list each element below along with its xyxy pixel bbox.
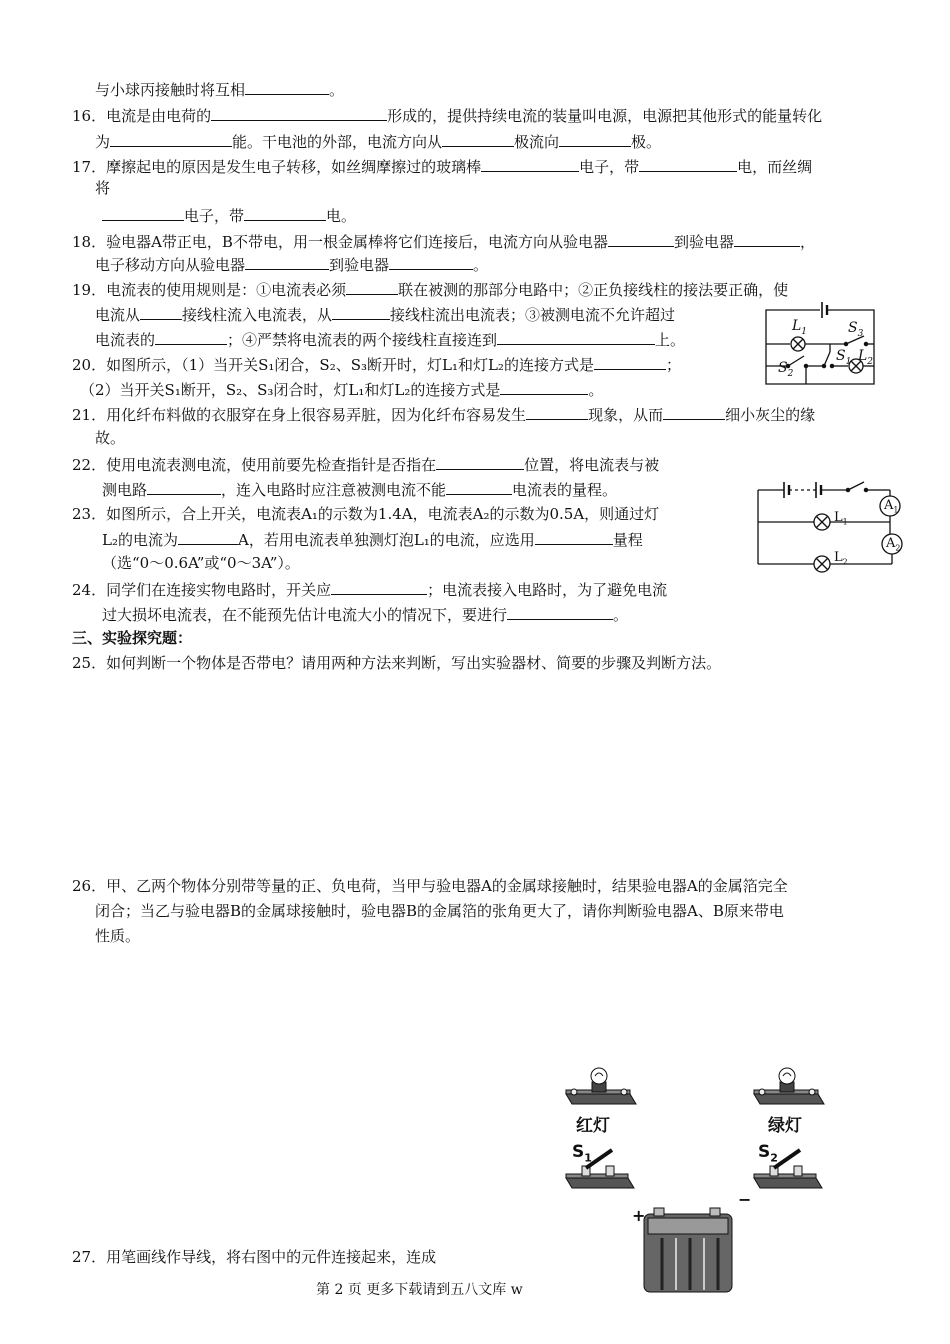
q17-text-b: 电子，带 xyxy=(579,158,640,176)
q23-text-d: 量程 xyxy=(612,531,643,549)
q16-line-2 xyxy=(95,130,661,152)
q23-text-a: 23．如图所示，合上开关，电流表A₁的示数为1.4A，电流表A₂的示数为0.5A，则通过灯 xyxy=(72,505,660,523)
q24-text-d: 。 xyxy=(613,606,629,624)
q18-line-2 xyxy=(95,253,488,275)
q23-line-2 xyxy=(102,528,643,550)
fig27-s1: S xyxy=(572,1142,585,1162)
q16-blank-1[interactable] xyxy=(211,104,387,121)
q20-text-d: 。 xyxy=(588,381,604,399)
green-lamp-label: 绿灯 xyxy=(768,1116,802,1136)
fig23-l2: L xyxy=(834,550,843,565)
fig23-l1: L xyxy=(834,510,843,525)
q23-blank-1[interactable] xyxy=(178,528,238,545)
q16-blank-4[interactable] xyxy=(559,130,631,147)
q21-text-b: 现象，从而 xyxy=(588,406,664,424)
q19-blank-3[interactable] xyxy=(332,303,390,320)
q26-line-2: 闭合；当乙与验电器B的金属球接触时，验电器B的金属箔的张角更大了，请你判断验电器A、B原来带电 xyxy=(95,902,784,920)
fig20-l1-sub: 1 xyxy=(801,326,808,337)
q18-blank-4[interactable] xyxy=(389,253,473,270)
q16-blank-2[interactable] xyxy=(110,130,232,147)
q19-text-c: 电流从 xyxy=(95,306,141,324)
q17-line-1 xyxy=(72,155,812,177)
q21-line-1 xyxy=(72,403,815,425)
q23-blank-2[interactable] xyxy=(535,528,613,545)
q16-text-e: 极流向 xyxy=(514,133,560,151)
q22-text-b: 位置，将电流表与被 xyxy=(524,456,660,474)
q24-line-2 xyxy=(102,603,628,625)
fig20-s2-sub: 2 xyxy=(787,368,794,379)
q17-text-a: 17．摩擦起电的原因是发生电子转移，如丝绸摩擦过的玻璃棒 xyxy=(72,158,482,176)
fig23-label-l1 xyxy=(834,508,848,533)
q20-line-2 xyxy=(80,378,603,400)
page-footer: 第 2 页 更多下载请到五八文库 w xyxy=(316,1282,523,1298)
q17-blank-1[interactable] xyxy=(481,155,579,172)
q19-line-1 xyxy=(72,278,788,300)
q24-blank-2[interactable] xyxy=(507,603,613,620)
fig23-l1-sub: 1 xyxy=(842,517,848,527)
q16-blank-3[interactable] xyxy=(442,130,514,147)
q22-blank-1[interactable] xyxy=(436,453,524,470)
q18-blank-3[interactable] xyxy=(245,253,329,270)
q16-text-d: 能。干电池的外部，电流方向从 xyxy=(232,133,443,151)
fig23-label-a2 xyxy=(886,534,900,559)
q17-text-d: 将 xyxy=(95,179,111,197)
q19-text-h: 上。 xyxy=(655,331,686,349)
q15-end: 。 xyxy=(329,81,345,99)
q23-text-b: L₂的电流为 xyxy=(102,531,178,549)
q19-text-b: 联在被测的那部分电路中；②正负接线柱的接法要正确，使 xyxy=(398,281,789,299)
q18-blank-2[interactable] xyxy=(734,230,800,247)
q22-text-d: ，连入电路时应注意被测电流不能 xyxy=(221,481,447,499)
q16-text-c: 为 xyxy=(95,133,111,151)
q18-blank-1[interactable] xyxy=(608,230,674,247)
q17-blank-2[interactable] xyxy=(639,155,737,172)
fig20-l1: L xyxy=(792,318,802,334)
q20-text-a: 20．如图所示，（1）当开关S₁闭合，S₂、S₃断开时，灯L₁和灯L₂的连接方式是 xyxy=(72,356,594,374)
q19-text-e: 接线柱流出电流表；③被测电流不允许超过 xyxy=(390,306,676,324)
fig20-s1-sub: 1 xyxy=(845,356,852,367)
fig23-a2: A xyxy=(886,536,896,551)
q22-text-e: 电流表的量程。 xyxy=(512,481,618,499)
q24-text-a: 24．同学们在连接实物电路时，开关应 xyxy=(72,581,332,599)
q19-text-a: 19．电流表的使用规则是：①电流表必须 xyxy=(72,281,347,299)
q19-text-d: 接线柱流入电流表，从 xyxy=(182,306,333,324)
q19-text-g: ；④严禁将电流表的两个接线柱直接连到 xyxy=(227,331,498,349)
q19-blank-4[interactable] xyxy=(155,328,227,345)
fig20-s1: S xyxy=(836,348,846,364)
q15-blank[interactable] xyxy=(245,78,329,95)
q19-blank-5[interactable] xyxy=(497,328,655,345)
fig20-label-s2 xyxy=(778,358,793,384)
battery-pack-icon xyxy=(636,1200,744,1296)
q21-blank-1[interactable] xyxy=(526,403,588,420)
q19-line-2 xyxy=(95,303,675,325)
q26-line-1: 26．甲、乙两个物体分别带等量的正、负电荷，当甲与验电器A的金属球接触时，结果验电器A的金属箔完全 xyxy=(72,877,788,895)
q18-text-a: 18．验电器A带正电，B不带电，用一根金属棒将它们连接后，电流方向从验电器 xyxy=(72,233,608,251)
fig20-label-s3 xyxy=(848,318,863,344)
q22-blank-2[interactable] xyxy=(147,478,221,495)
q22-text-c: 测电路 xyxy=(102,481,148,499)
q17-text-e: 电子，带 xyxy=(184,207,245,225)
q18-text-e: 到验电器 xyxy=(329,256,390,274)
fig20-s3: S xyxy=(848,320,858,336)
fig23-l2-sub: 2 xyxy=(842,557,848,567)
q17-blank-4[interactable] xyxy=(244,204,326,221)
q20-blank-2[interactable] xyxy=(500,378,588,395)
fig23-label-l2 xyxy=(834,548,848,573)
q18-text-b: 到验电器 xyxy=(673,233,734,251)
switch-s2-label xyxy=(758,1142,778,1164)
fig27-s2: S xyxy=(758,1142,771,1162)
q21-blank-2[interactable] xyxy=(663,403,725,420)
fig20-label-l2 xyxy=(858,346,873,372)
fig20-label-s1 xyxy=(836,346,851,372)
fig20-label-l1 xyxy=(792,316,807,342)
q21-text-a: 21．用化纤布料做的衣服穿在身上很容易弄脏，因为化纤布容易发生 xyxy=(72,406,527,424)
q19-blank-2[interactable] xyxy=(140,303,182,320)
q17-text-f: 电。 xyxy=(326,207,357,225)
q27-text: 27．用笔画线作导线，将右图中的元件连接起来，连成 xyxy=(72,1248,437,1266)
fig20-l2: L xyxy=(858,348,868,364)
fig23-a1: A xyxy=(884,498,894,513)
q15-text: 与小球丙接触时将互相 xyxy=(95,81,246,99)
red-lamp-label: 红灯 xyxy=(576,1116,610,1136)
q22-blank-3[interactable] xyxy=(446,478,512,495)
switch-s1-label xyxy=(572,1142,592,1164)
q22-line-2 xyxy=(102,478,617,500)
fig20-l2-sub: 2 xyxy=(867,356,874,367)
circuit-figure-q23 xyxy=(754,476,910,580)
battery-minus-label: − xyxy=(738,1190,752,1209)
q20-text-b: ； xyxy=(665,356,681,374)
q18-text-c: ， xyxy=(799,233,815,251)
q22-text-a: 22．使用电流表测电流，使用前要先检查指针是否指在 xyxy=(72,456,437,474)
q23-line-3 xyxy=(102,553,300,573)
section-heading: 三、实验探究题： xyxy=(72,629,193,647)
q17-line-3 xyxy=(102,204,356,226)
q20-line-1 xyxy=(72,353,681,375)
q24-blank-1[interactable] xyxy=(331,578,427,595)
q16-text-f: 极。 xyxy=(631,133,662,151)
q21-text-c: 细小灰尘的缘 xyxy=(725,406,816,424)
q17-text-c: 电，而丝绸 xyxy=(737,158,813,176)
q17-line-2 xyxy=(95,178,110,198)
fig20-s2: S xyxy=(778,360,788,376)
battery-plus-label: + xyxy=(632,1206,646,1225)
q17-blank-3[interactable] xyxy=(102,204,184,221)
fig23-a2-sub: 2 xyxy=(895,543,901,553)
fig20-s3-sub: 3 xyxy=(857,328,864,339)
q19-blank-1[interactable] xyxy=(346,278,398,295)
lamp-base-green-icon xyxy=(748,1064,828,1110)
q18-line-1 xyxy=(72,230,815,252)
q16-text-b: 形成的，提供持续电流的装量叫电源，电源把其他形式的能量转化 xyxy=(387,107,823,125)
q21-text-d: 故。 xyxy=(95,429,126,447)
fig27-s1-sub: 1 xyxy=(584,1151,592,1165)
q23-line-1 xyxy=(72,504,659,524)
q24-text-b: ；电流表接入电路时，为了避免电流 xyxy=(427,581,668,599)
q20-text-c: （2）当开关S₁断开，S₂、S₃闭合时，灯L₁和灯L₂的连接方式是 xyxy=(80,381,501,399)
q18-text-d: 电子移动方向从验电器 xyxy=(95,256,246,274)
q24-text-c: 过大损坏电流表，在不能预先估计电流大小的情况下，要进行 xyxy=(102,606,508,624)
q19-line-3 xyxy=(95,328,685,350)
fig23-a1-sub: 1 xyxy=(893,505,899,515)
lamp-base-red-icon xyxy=(560,1064,640,1110)
q26-line-3: 性质。 xyxy=(95,927,141,945)
q23-text-e: （选“0～0.6A”或“0～3A”）。 xyxy=(102,554,300,572)
q25-text: 25．如何判断一个物体是否带电？请用两种方法来判断，写出实验器材、简要的步骤及判断方法。 xyxy=(72,654,722,672)
q22-line-1 xyxy=(72,453,659,475)
q19-text-f: 电流表的 xyxy=(95,331,156,349)
fig23-label-a1 xyxy=(884,496,898,521)
q15-line xyxy=(95,78,344,100)
q16-text-a: 16．电流是由电荷的 xyxy=(72,107,212,125)
q16-line-1 xyxy=(72,104,822,126)
q21-line-2 xyxy=(95,428,125,448)
q24-line-1 xyxy=(72,578,667,600)
q20-blank-1[interactable] xyxy=(594,353,666,370)
q23-text-c: A，若用电流表单独测灯泡L₁的电流，应选用 xyxy=(237,531,535,549)
fig27-s2-sub: 2 xyxy=(770,1151,778,1165)
q18-text-f: 。 xyxy=(473,256,489,274)
